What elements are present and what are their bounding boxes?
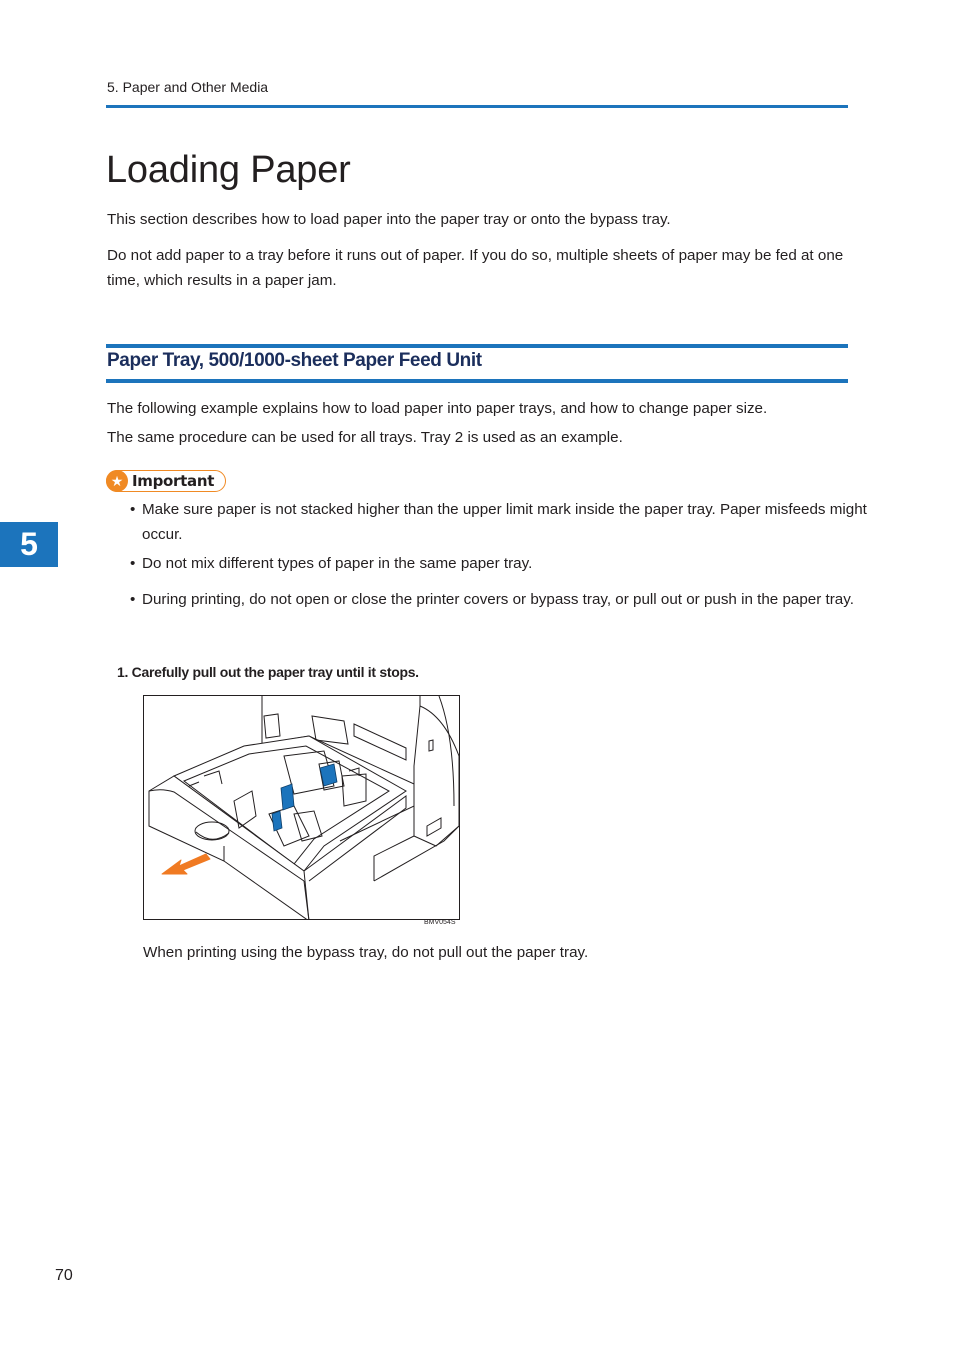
section-paragraph-2: The same procedure can be used for all trays. Tray 2 is used as an example.	[107, 429, 623, 446]
bullet-dot: •	[130, 591, 136, 608]
important-item	[107, 497, 887, 547]
important-item-text: During printing, do not open or close the printer covers or bypass tray, or pull out or push in the paper tray.	[142, 591, 854, 608]
section-rule-top	[106, 344, 848, 348]
figure-code: BMV054S	[424, 919, 456, 926]
chapter-tab: 5	[0, 522, 58, 567]
bullet-dot: •	[130, 501, 136, 518]
important-item	[107, 587, 887, 612]
section-rule-bottom	[106, 379, 848, 383]
step-1: 1. Carefully pull out the paper tray until it stops.	[117, 664, 419, 680]
page-title: Loading Paper	[106, 149, 351, 191]
important-item-text: Do not mix different types of paper in the same paper tray.	[142, 555, 533, 572]
bullet-dot: •	[130, 555, 136, 572]
bypass-note: When printing using the bypass tray, do not pull out the paper tray.	[143, 944, 589, 961]
page-number: 70	[55, 1267, 73, 1284]
intro-paragraph-1: This section describes how to load paper into the paper tray or onto the bypass tray.	[107, 211, 671, 228]
intro-paragraph-2: Do not add paper to a tray before it runs out of paper. If you do so, multiple sheets of paper may be fed at one time, which results in a paper jam.	[107, 247, 844, 289]
header-rule	[106, 105, 848, 108]
important-badge	[106, 470, 226, 492]
paper-tray-illustration	[144, 696, 460, 920]
pull-arrow	[162, 854, 210, 874]
important-label: Important	[132, 472, 215, 490]
important-list	[107, 497, 887, 612]
section-title: Paper Tray, 500/1000-sheet Paper Feed Unit	[107, 350, 482, 371]
important-item-text: Make sure paper is not stacked higher than the upper limit mark inside the paper tray. Paper misfeeds might occur.	[142, 501, 867, 543]
running-head: 5. Paper and Other Media	[107, 79, 269, 95]
important-item	[107, 551, 887, 576]
figure-paper-tray	[143, 695, 460, 920]
section-paragraph-1: The following example explains how to load paper into paper trays, and how to change paper size.	[107, 400, 768, 417]
star-icon: ★	[106, 470, 128, 492]
